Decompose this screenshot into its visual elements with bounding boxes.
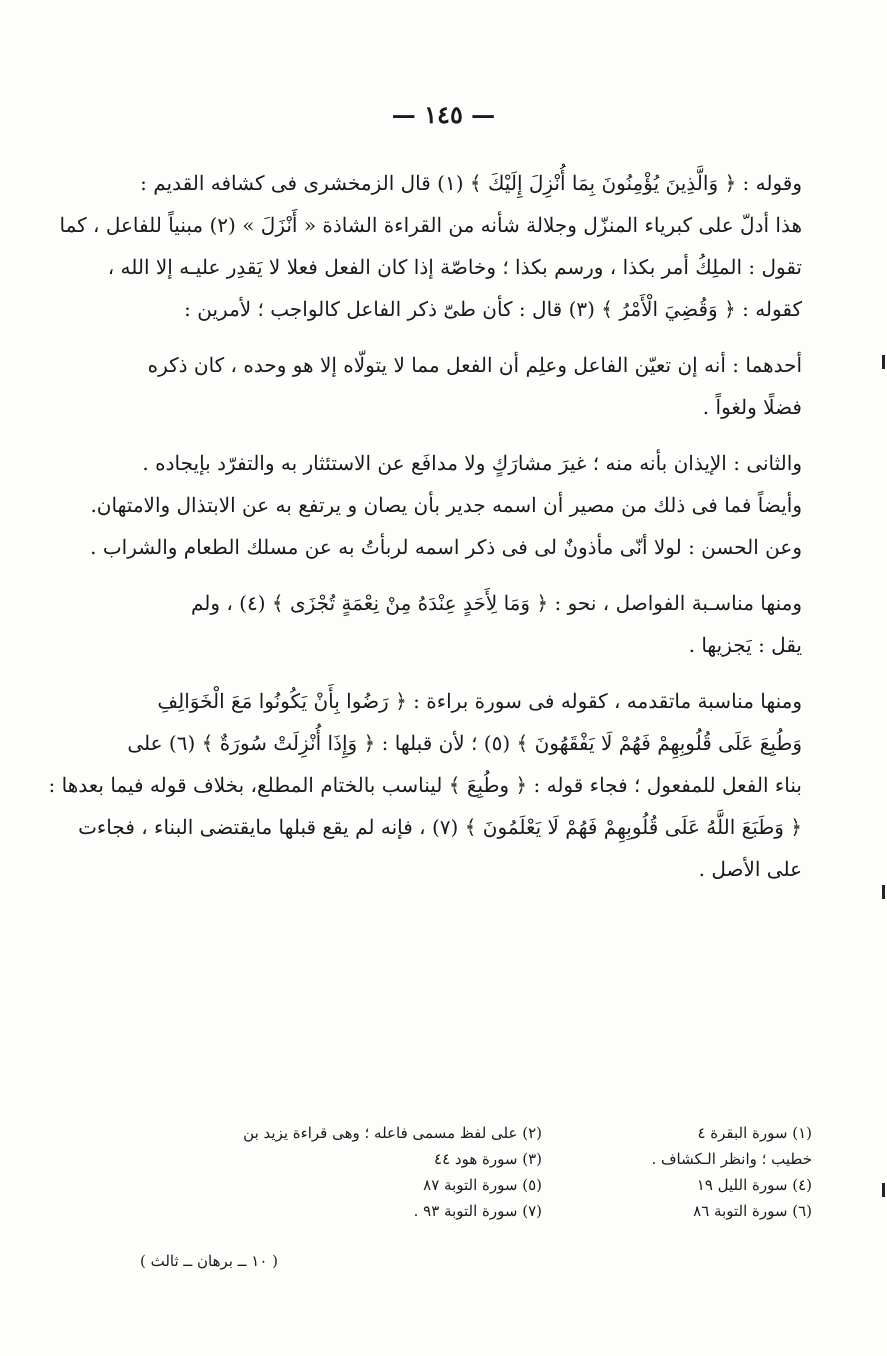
- text-line: هذا أدلّ على كبرياء المنزّل وجلالة شأنه من القراءة الشاذة « أَنْزَلَ » (٢) مبنياً للفاعل ، كما: [59, 213, 802, 237]
- footnote: (١) سورة البقرة ٤: [697, 1124, 812, 1142]
- text-line: يقل : يَجزيها .: [688, 633, 802, 657]
- text-line: وعن الحسن : لولا أنّى مأذونٌ لى فى ذكر اسمه لربأتُ به عن مسلك الطعام والشراب .: [90, 535, 802, 559]
- footnote: (٦) سورة التوبة ٨٦: [693, 1202, 812, 1220]
- paragraph: [92, 582, 802, 666]
- page-number: — ١٤٥ —: [391, 100, 496, 129]
- signature-mark: ( ١٠ ــ برهان ــ ثالث ): [140, 1252, 279, 1270]
- scan-edge-mark: [882, 355, 885, 369]
- footnote: (٥) سورة التوبة ٨٧: [423, 1176, 542, 1194]
- paragraph: [48, 680, 802, 890]
- text-line: بناء الفعل للمفعول ؛ فجاء قوله : ﴿ وطُبِعَ ﴾ ليناسب بالختام المطلع، بخلاف قوله فيما بعدها :: [48, 773, 802, 797]
- paragraph: [92, 344, 802, 428]
- text-line: وأيضاً فما فى ذلك من مصير أن اسمه جدير بأن يصان و يرتفع به عن الابتذال والامتهان.: [90, 493, 802, 517]
- footnote: (٢) على لفظ مسمى فاعله ؛ وهى قراءة يزيد بن: [243, 1124, 542, 1142]
- footnotes-left-column: [92, 1120, 542, 1224]
- text-line: والثانى : الإيذان بأنه منه ؛ غيرَ مشارَكٍ ولا مدافَع عن الاستئثار به والتفرّد بإيجاده .: [142, 451, 802, 475]
- paragraph: [59, 162, 802, 330]
- text-line: ومنها مناسبة ماتقدمه ، كقوله فى سورة براءة : ﴿ رَضُوا بِأَنْ يَكُونُوا مَعَ الْخَوَالِفِ: [157, 689, 802, 713]
- text-line: فضلًا ولغواً .: [702, 395, 802, 419]
- main-text: [48, 162, 802, 890]
- paragraph: [92, 442, 802, 568]
- text-line: وَطُبِعَ عَلَى قُلُوبِهِمْ فَهُمْ لَا يَفْقَهُونَ ﴾ (٥) ؛ لأن قبلها : ﴿ وَإِذَا أُنْزِلَتْ سُورَةٌ ﴾ (٦) على: [127, 731, 802, 755]
- text-line: ﴿ وَطَبَعَ اللَّهُ عَلَى قُلُوبِهِمْ فَهُمْ لَا يَعْلَمُونَ ﴾ (٧) ، فإنه لم يقع قبلها مايقتضى البناء ، فجاءت: [78, 815, 802, 839]
- footnotes-right-column: [552, 1120, 812, 1224]
- text-line: ومنها مناسـبة الفواصل ، نحو : ﴿ وَمَا لِأَحَدٍ عِنْدَهُ مِنْ نِعْمَةٍ تُجْزَى ﴾ (٤) ، ولم: [190, 591, 802, 615]
- text-line: كقوله : ﴿ وَقُضِيَ الْأَمْرُ ﴾ (٣) قال : كأن طىّ ذكر الفاعل كالواجب ؛ لأمرين :: [184, 297, 802, 321]
- text-line: أحدهما : أنه إن تعيّن الفاعل وعلِم أن الفعل مما لا يتولّاه إلا هو وحده ، كان ذكره: [147, 353, 802, 377]
- text-line: وقوله : ﴿ وَالَّذِينَ يُؤْمِنُونَ بِمَا أُنْزِلَ إِلَيْكَ ﴾ (١) قال الزمخشرى فى كشافه القديم :: [140, 171, 802, 195]
- text-line: على الأصل .: [698, 857, 802, 881]
- footnote: (٧) سورة التوبة ٩٣ .: [413, 1202, 542, 1220]
- scan-edge-mark: [882, 885, 885, 899]
- text-line: تقول : الملِكُ أمر بكذا ، ورسم بكذا ؛ وخاصّة إذا كان الفعل فعلا لا يَقدِر عليـه إلا الله ،: [107, 255, 802, 279]
- footnote: (٤) سورة الليل ١٩: [696, 1176, 812, 1194]
- footnote: (٣) سورة هود ٤٤: [434, 1150, 542, 1168]
- footnote: خطيب ؛ وانظر الـكشاف .: [651, 1150, 812, 1168]
- scan-edge-mark: [882, 1183, 885, 1197]
